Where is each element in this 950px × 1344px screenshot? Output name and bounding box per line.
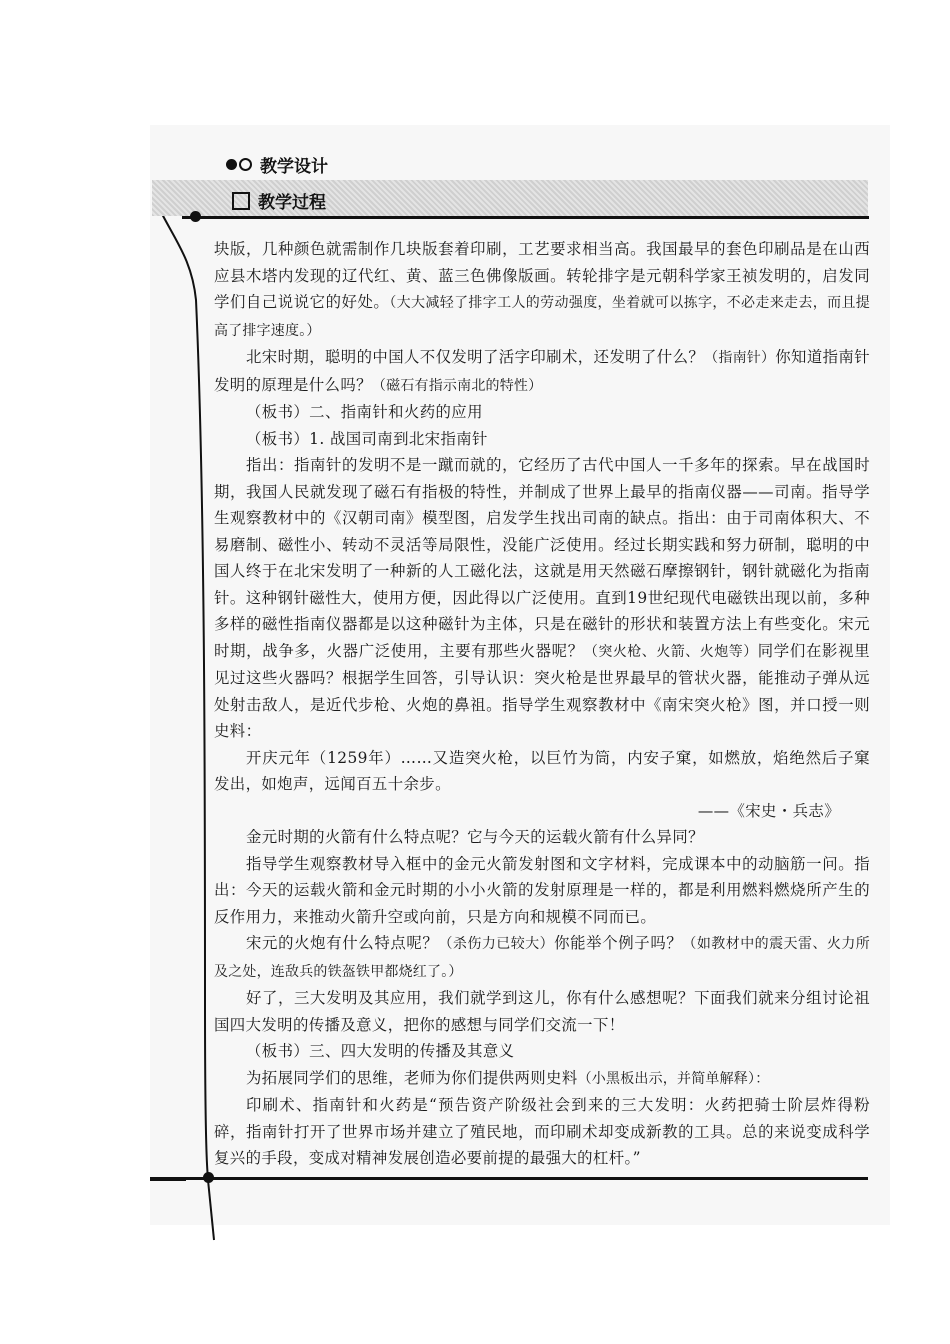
paragraph (214, 1065, 870, 1093)
paragraph (214, 930, 870, 985)
bullet-ring-icon (239, 158, 252, 171)
top-rule (182, 216, 869, 219)
board-note: （板书）1. 战国司南到北宋指南针 (246, 429, 488, 448)
paragraph-note: （杀伤力已较大） (438, 936, 555, 952)
paragraph-text: 同学们在影视里见过这些火器吗？根据学生回答，引导认识：突火枪是世界最早的管状火器，能推动子弹从远处射击敌人，是近代步枪、火炮的鼻祖。指导学生观察教材中《南宋突火枪》图，并口授一则史料： (214, 641, 870, 740)
section-title-text: 教学过程 (258, 193, 326, 213)
board-note: （板书）二、指南针和火药的应用 (246, 403, 483, 421)
bottom-rule-node (203, 1172, 214, 1183)
section-title (232, 188, 326, 213)
paragraph: 好了，三大发明及其应用，我们就学到这儿，你有什么感想呢？下面我们就来分组讨论祖国四大发明的传播及意义，把你的感想与同学们交流一下！ (214, 989, 870, 1034)
header-label-text: 教学设计 (260, 157, 328, 177)
paragraph-note: （磁石有指示南北的特性） (371, 377, 543, 394)
bottom-rule (150, 1177, 868, 1180)
paragraph-note: （如教材中的震天雷、火力所及之处，连敌兵的铁盔铁甲都烧红了。） (214, 936, 870, 980)
paragraph (214, 452, 870, 745)
paragraph-text: 指出：指南针的发明不是一蹴而就的，它经历了古代中国人一千多年的探索。早在战国时期，我国人民就发现了磁石有指极的特性，并制成了世界上最早的指南仪器——司南。指导学生观察教材中的《汉朝司南》模型图，启发学生找出司南的缺点。指出：由于司南体积大、不易磨制、磁性小、转动不灵活等局限性，没能广泛使用。经过长期实践和努力研制，聪明的中国人终于在北宋发明了一种新的人工磁化法，这就是用天然磁石摩擦钢针，钢针就磁化为指南针。这种钢针磁性大，使用方便，因此得以广泛使用。直到19世纪现代电磁铁出现以前，多种多样的磁性指南仪器都是以这种磁针为主体，只是在磁针的形状和装置方法上有些变化。宋元时期，战争多，火器广泛使用，主要有那些火器呢？ (214, 456, 870, 660)
paragraph-text: 宋元的火炮有什么特点呢？ (246, 934, 439, 952)
header-label (226, 152, 328, 177)
paragraph: 金元时期的火箭有什么特点呢？它与今天的运载火箭有什么异同？ (246, 828, 704, 846)
paragraph (214, 236, 870, 344)
paragraph-text: 你能举个例子吗？ (554, 934, 683, 952)
quotation: 开庆元年（1259年）……又造突火枪，以巨竹为筒，内安子窠，如燃放，焰绝然后子窠发出，如炮声，远闻百五十余步。 (214, 748, 870, 793)
paragraph: 指导学生观察教材导入框中的金元火箭发射图和文字材料，完成课本中的动脑筋一问。指出：今天的运载火箭和金元时期的小小火箭的发射原理是一样的，都是利用燃料燃烧所产生的反作用力，来推动火箭升空或向前，只是方向和规模不同而已。 (214, 854, 870, 926)
quotation: 印刷术、指南针和火药是“预告资产阶级社会到来的三大发明：火药把骑士阶层炸得粉碎，指南针打开了世界市场并建立了殖民地，而印刷术却变成新教的工具。总的来说变成科学复兴的手段，变成对精神发展创造必要前提的最强大的杠杆。” (214, 1096, 870, 1167)
board-note: （板书）三、四大发明的传播及其意义 (246, 1042, 515, 1060)
checkbox-square-icon (232, 192, 250, 210)
top-rule-node (190, 211, 201, 222)
quotation-source: ——《宋史・兵志》 (697, 801, 840, 820)
body-text (214, 236, 870, 1172)
paragraph-note: （小黑板出示，并简单解释）： (577, 1070, 770, 1087)
paragraph-note: （大大减轻了排字工人的劳动强度，坐着就可以拣字，不必走来走去，而且提高了排字速度。） (214, 295, 870, 339)
bullet-dot-icon (226, 159, 237, 170)
paragraph-note: （指南针） (704, 350, 776, 366)
paragraph (214, 344, 870, 399)
paragraph-text: 北宋时期，聪明的中国人不仅发明了活字印刷术，还发明了什么？ (246, 348, 705, 366)
paragraph-text: 为拓展同学们的思维，老师为你们提供两则史料 (246, 1068, 578, 1087)
paragraph-text: 块版，几种颜色就需制作几块版套着印刷，工艺要求相当高。我国最早的套色印刷品是在山西应县木塔内发现的辽代红、黄、蓝三色佛像版画。转轮排字是元朝科学家王祯发明的，启发同学们自己说说它的好处。 (214, 240, 870, 311)
paragraph-text: 你知道指南针发明的原理是什么吗？ (214, 348, 871, 394)
paragraph-note: （突火枪、火箭、火炮等） (583, 643, 758, 660)
